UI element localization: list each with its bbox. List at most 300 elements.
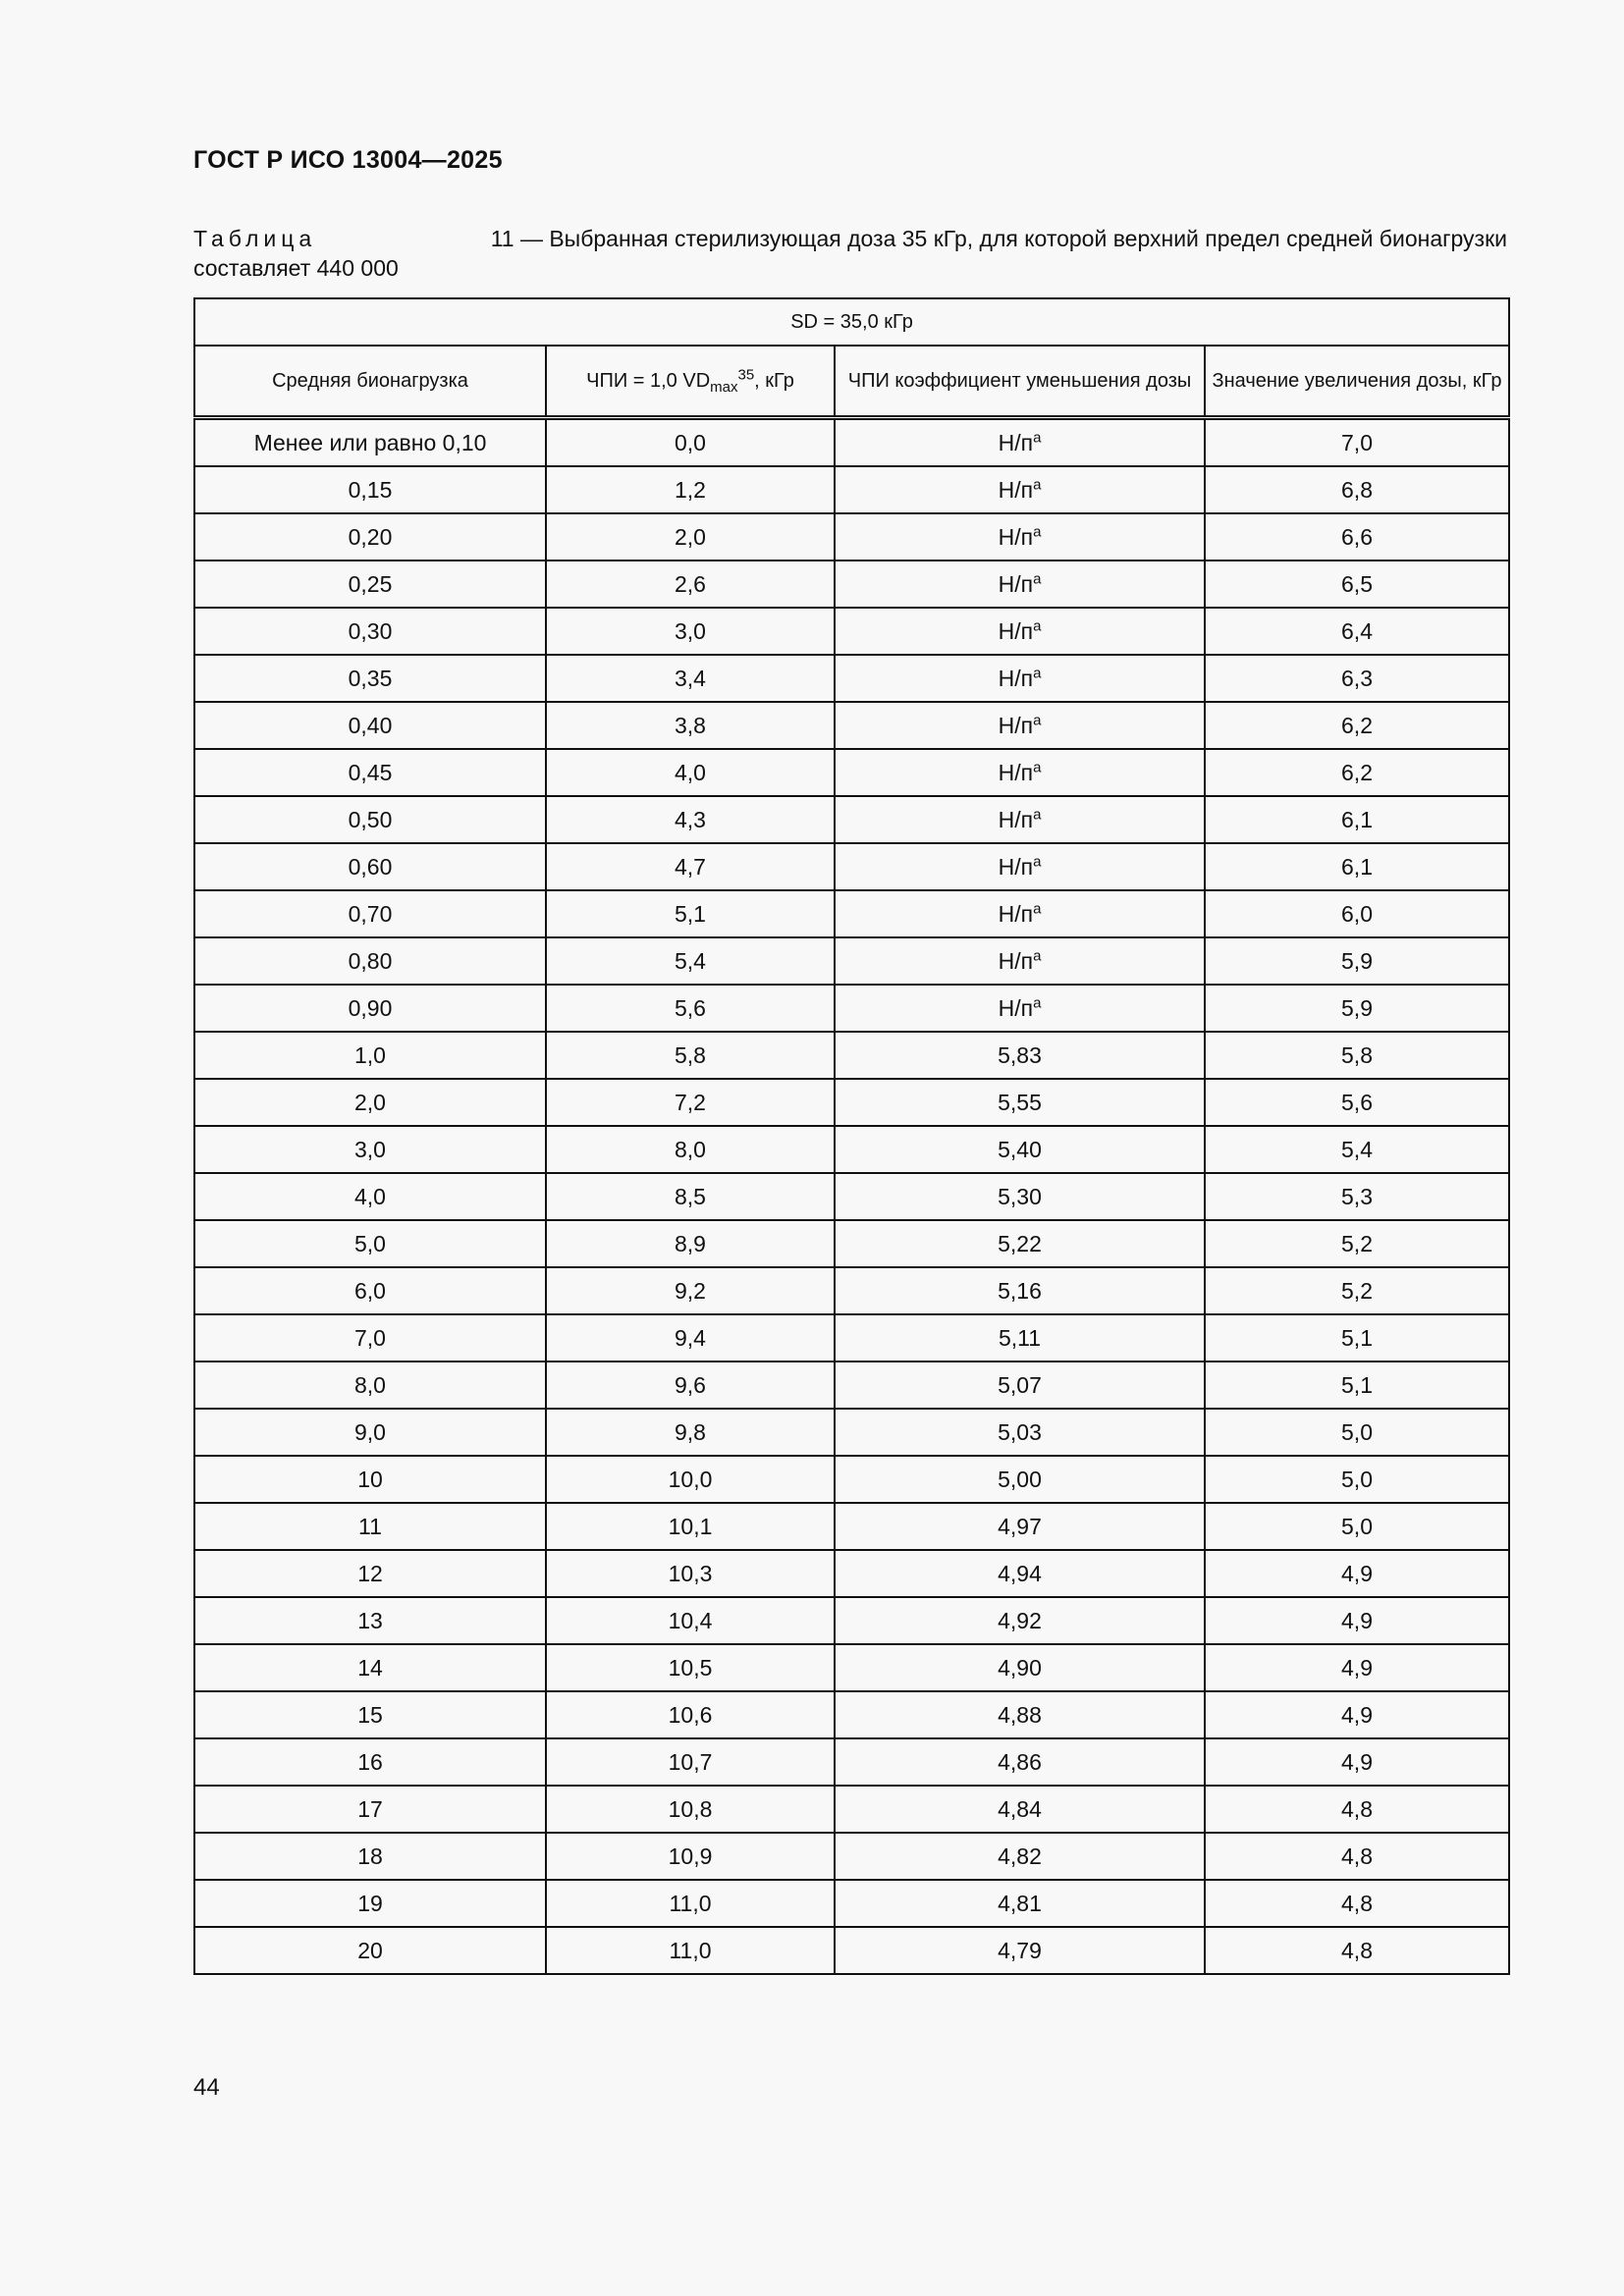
table-row [194,561,1509,608]
table-cell [1205,1503,1509,1550]
cell-value: 6,2 [1341,759,1373,785]
table-cell [546,1691,835,1738]
cell-value: Н/п [998,617,1034,644]
table-cell [546,1880,835,1927]
cell-value: 0,90 [348,994,393,1021]
cell-value: 0,15 [348,476,393,503]
cell-value: Н/п [998,429,1034,455]
cell-value: 6,1 [1341,853,1373,880]
table-cell [546,1833,835,1880]
isd-sup: 35 [737,366,755,384]
column-header-isd-factor: ЧПИ коэффициент уменьшения дозы [835,346,1205,418]
table-row [194,843,1509,890]
cell-value: 4,8 [1341,1937,1373,1963]
cell-value: 6,3 [1341,665,1373,691]
cell-value: 4,9 [1341,1654,1373,1681]
cell-value: 5,55 [998,1089,1042,1115]
table-cell [835,890,1205,937]
cell-value: 5,6 [675,994,706,1021]
table-cell [194,1456,546,1503]
table-row [194,1880,1509,1927]
cell-value: 5,1 [1341,1371,1373,1398]
table-cell [835,1927,1205,1974]
table-cell [1205,1880,1509,1927]
cell-value: 7,0 [1341,429,1373,455]
footnote-marker: a [1033,569,1042,587]
table-cell [835,513,1205,561]
cell-value: 9,0 [354,1418,386,1445]
table-cell [835,937,1205,985]
table-cell [546,1503,835,1550]
cell-value: Н/п [998,476,1034,503]
table-cell [1205,1267,1509,1314]
footnote-marker: a [1033,758,1042,775]
table-cell [546,1409,835,1456]
cell-value: 0,50 [348,806,393,832]
table-row [194,702,1509,749]
table-cell [835,655,1205,702]
table-cell [835,466,1205,513]
table-cell [835,1738,1205,1786]
table-row [194,985,1509,1032]
cell-value: 4,7 [675,853,706,880]
table-cell [546,1786,835,1833]
table-cell [194,937,546,985]
cell-value: 5,83 [998,1041,1042,1068]
table-row [194,1597,1509,1644]
table-cell [546,1220,835,1267]
table-cell [194,702,546,749]
cell-value: 12 [357,1560,383,1586]
cell-value: 0,30 [348,617,393,644]
cell-value: 11,0 [669,1890,712,1916]
cell-value: 10,0 [668,1466,713,1492]
caption-line-2: составляет 440 000 [193,255,399,281]
cell-value: 0,45 [348,759,393,785]
cell-value: 8,9 [675,1230,706,1256]
cell-value: 9,6 [675,1371,706,1398]
isd-pre: ЧПИ = 1,0 VD [586,370,711,392]
footnote-marker: a [1033,946,1042,964]
table-row [194,466,1509,513]
table-cell [1205,513,1509,561]
cell-value: 11 [358,1513,382,1539]
table-cell [194,843,546,890]
cell-value: 5,3 [1341,1183,1373,1209]
table-cell [1205,1927,1509,1974]
cell-value: 5,2 [1341,1277,1373,1304]
footnote-marker: a [1033,899,1042,917]
table-cell [194,1738,546,1786]
table-cell [835,1597,1205,1644]
cell-value: 4,97 [998,1513,1042,1539]
cell-value: 5,6 [1341,1089,1373,1115]
cell-value: 1,0 [354,1041,386,1068]
table-cell [194,1786,546,1833]
table-cell [194,1409,546,1456]
table-cell [546,561,835,608]
table-row [194,1691,1509,1738]
table-cell [1205,843,1509,890]
table-cell [835,1691,1205,1738]
table-cell [546,890,835,937]
table-cell [1205,1362,1509,1409]
cell-value: 5,11 [998,1324,1042,1351]
cell-value: 5,2 [1341,1230,1373,1256]
table-cell [835,1880,1205,1927]
table-cell [1205,1220,1509,1267]
cell-value: 0,35 [348,665,393,691]
cell-value: 4,94 [998,1560,1042,1586]
cell-value: 5,0 [1341,1513,1373,1539]
table-caption [193,224,1507,283]
table-cell [1205,1126,1509,1173]
table-cell [835,702,1205,749]
cell-value: 9,4 [675,1324,706,1351]
table-cell [1205,1456,1509,1503]
cell-value: 5,22 [998,1230,1042,1256]
cell-value: 8,5 [675,1183,706,1209]
cell-value: 3,8 [675,712,706,738]
cell-value: 0,40 [348,712,393,738]
cell-value: 5,4 [675,947,706,974]
table-row [194,1644,1509,1691]
cell-value: 4,92 [998,1607,1042,1633]
cell-value: Н/п [998,853,1034,880]
cell-value: Менее или равно 0,10 [253,429,487,455]
table-cell [194,561,546,608]
cell-value: 14 [357,1654,383,1681]
table-cell [546,1644,835,1691]
table-cell [194,466,546,513]
table-row [194,1314,1509,1362]
table-cell [1205,1079,1509,1126]
cell-value: 4,8 [1341,1842,1373,1869]
cell-value: 6,5 [1341,570,1373,597]
table-cell [835,1220,1205,1267]
cell-value: 7,2 [675,1089,706,1115]
cell-value: 5,9 [1341,994,1373,1021]
table-row [194,1079,1509,1126]
table-cell [1205,1173,1509,1220]
table-row [194,1927,1509,1974]
table-cell [1205,1597,1509,1644]
table-cell [835,1126,1205,1173]
cell-value: 5,9 [1341,947,1373,974]
table-cell [1205,608,1509,655]
cell-value: 13 [357,1607,383,1633]
table-cell [835,561,1205,608]
table-cell [835,1786,1205,1833]
table-cell [1205,1691,1509,1738]
table-cell [194,1503,546,1550]
cell-value: 0,20 [348,523,393,550]
table-cell [194,1126,546,1173]
caption-table-word: Таблица [193,226,317,251]
table-cell [194,608,546,655]
table-cell [194,513,546,561]
table-cell [835,1550,1205,1597]
table-cell [546,1032,835,1079]
table-cell [546,655,835,702]
cell-value: 3,0 [675,617,706,644]
cell-value: 10,4 [668,1607,713,1633]
cell-value: 4,88 [998,1701,1042,1728]
table-row [194,1409,1509,1456]
isd-sub: max [710,379,738,396]
cell-value: 4,3 [675,806,706,832]
column-header-isd [546,346,835,418]
cell-value: 4,0 [675,759,706,785]
table-row [194,1032,1509,1079]
cell-value: Н/п [998,994,1034,1021]
isd-post: , кГр [754,370,794,392]
table-cell [546,749,835,796]
table-cell [835,1644,1205,1691]
table-cell [546,1173,835,1220]
table-cell [546,1267,835,1314]
cell-value: 6,8 [1341,476,1373,503]
cell-value: 0,70 [348,900,393,927]
cell-value: 9,8 [675,1418,706,1445]
cell-value: 10,1 [668,1513,713,1539]
cell-value: Н/п [998,712,1034,738]
column-header-bioburden: Средняя бионагрузка [194,346,546,418]
table-cell [194,1691,546,1738]
table-row [194,608,1509,655]
footnote-marker: a [1033,664,1042,681]
footnote-marker: a [1033,993,1042,1011]
table-cell [194,418,546,467]
cell-value: 10,7 [668,1748,713,1775]
cell-value: 6,1 [1341,806,1373,832]
cell-value: 5,30 [998,1183,1042,1209]
table-cell [194,1833,546,1880]
table-cell [1205,1786,1509,1833]
table-row [194,1503,1509,1550]
cell-value: 5,0 [1341,1418,1373,1445]
cell-value: 6,4 [1341,617,1373,644]
cell-value: 5,1 [675,900,706,927]
cell-value: 10,9 [668,1842,713,1869]
table-cell [1205,1409,1509,1456]
footnote-marker: a [1033,616,1042,634]
cell-value: 6,0 [354,1277,386,1304]
sd-header: SD = 35,0 кГр [194,298,1509,346]
cell-value: 5,8 [1341,1041,1373,1068]
table-cell [835,1362,1205,1409]
cell-value: 4,9 [1341,1701,1373,1728]
table-cell [194,1880,546,1927]
cell-value: Н/п [998,665,1034,691]
table-cell [835,985,1205,1032]
table-cell [835,1032,1205,1079]
cell-value: 6,2 [1341,712,1373,738]
table-row [194,513,1509,561]
table-row [194,1456,1509,1503]
table-cell [546,608,835,655]
cell-value: 4,90 [998,1654,1042,1681]
cell-value: 0,60 [348,853,393,880]
cell-value: 9,2 [675,1277,706,1304]
cell-value: 7,0 [354,1324,386,1351]
cell-value: Н/п [998,570,1034,597]
column-header-dose-increment: Значение увеличения дозы, кГр [1205,346,1509,418]
table-cell [546,1597,835,1644]
table-row [194,655,1509,702]
caption-line-1 [193,224,1507,253]
cell-value: 4,8 [1341,1795,1373,1822]
cell-value: Н/п [998,806,1034,832]
table-cell [194,655,546,702]
table-cell [1205,655,1509,702]
table-cell [194,1550,546,1597]
table-row [194,937,1509,985]
table-cell [835,749,1205,796]
table-cell [1205,466,1509,513]
cell-value: 3,0 [354,1136,386,1162]
table-body [194,418,1509,1975]
footnote-marker: a [1033,805,1042,823]
table-cell [1205,985,1509,1032]
cell-value: 2,0 [354,1089,386,1115]
cell-value: 5,00 [998,1466,1042,1492]
table-cell [546,985,835,1032]
cell-value: 1,2 [675,476,706,503]
table-cell [835,796,1205,843]
table-row [194,1786,1509,1833]
table-cell [546,1314,835,1362]
cell-value: 4,9 [1341,1607,1373,1633]
table-cell [546,466,835,513]
table-cell [1205,890,1509,937]
cell-value: 10,3 [668,1560,713,1586]
table-cell [1205,1314,1509,1362]
table-cell [546,1456,835,1503]
table-cell [1205,749,1509,796]
table-cell [1205,796,1509,843]
table-cell [835,418,1205,467]
cell-value: 10,8 [668,1795,713,1822]
table-cell [1205,1738,1509,1786]
cell-value: 5,16 [998,1277,1042,1304]
cell-value: 8,0 [675,1136,706,1162]
table-row [194,1550,1509,1597]
cell-value: 5,40 [998,1136,1042,1162]
table-cell [546,1927,835,1974]
table-cell [546,843,835,890]
table-cell [194,749,546,796]
table-cell [194,796,546,843]
table-cell [546,1079,835,1126]
table-row [194,1220,1509,1267]
cell-value: 0,25 [348,570,393,597]
table-cell [546,1738,835,1786]
footnote-marker: a [1033,522,1042,540]
table-cell [546,1550,835,1597]
footnote-marker: a [1033,475,1042,493]
table-row [194,1362,1509,1409]
table-cell [835,608,1205,655]
table-cell [1205,1833,1509,1880]
table-row [194,749,1509,796]
page-number: 44 [193,2074,220,2101]
table-row [194,1267,1509,1314]
document-header: ГОСТ Р ИСО 13004—2025 [193,146,503,174]
cell-value: 11,0 [669,1937,712,1963]
table-cell [835,1173,1205,1220]
cell-value: 17 [357,1795,383,1822]
cell-value: 4,0 [354,1183,386,1209]
table-cell [194,1173,546,1220]
table-cell [546,796,835,843]
cell-value: 10,5 [668,1654,713,1681]
table-cell [194,1362,546,1409]
cell-value: 4,79 [998,1937,1042,1963]
cell-value: 20 [357,1937,383,1963]
table-row [194,890,1509,937]
cell-value: 18 [357,1842,383,1869]
table-cell [1205,561,1509,608]
table-cell [1205,702,1509,749]
cell-value: 4,9 [1341,1748,1373,1775]
table-cell [194,1079,546,1126]
table-cell [546,513,835,561]
cell-value: Н/п [998,759,1034,785]
cell-value: 4,84 [998,1795,1042,1822]
cell-value: 5,8 [675,1041,706,1068]
table-cell [194,1597,546,1644]
table-cell [546,1126,835,1173]
footnote-marker: a [1033,711,1042,728]
footnote-marker: a [1033,852,1042,870]
caption-title: 11 — Выбранная стерилизующая доза 35 кГр, для которой верхний предел средней бионагрузки [490,226,1507,251]
table-cell [1205,1550,1509,1597]
table-cell [835,1079,1205,1126]
cell-value: 2,0 [675,523,706,550]
cell-value: 4,8 [1341,1890,1373,1916]
cell-value: 5,0 [354,1230,386,1256]
dose-table [193,297,1510,1975]
cell-value: 15 [357,1701,383,1728]
table-cell [835,1409,1205,1456]
cell-value: 10,6 [668,1701,713,1728]
table-row [194,1833,1509,1880]
cell-value: 4,81 [998,1890,1042,1916]
table-row [194,796,1509,843]
table-cell [835,1314,1205,1362]
table-cell [546,937,835,985]
cell-value: 4,9 [1341,1560,1373,1586]
cell-value: Н/п [998,900,1034,927]
table-cell [194,1314,546,1362]
cell-value: 8,0 [354,1371,386,1398]
cell-value: Н/п [998,523,1034,550]
table-cell [1205,937,1509,985]
table-cell [835,843,1205,890]
cell-value: 0,80 [348,947,393,974]
cell-value: 10 [357,1466,383,1492]
table-cell [194,1032,546,1079]
table-cell [546,418,835,467]
cell-value: Н/п [998,947,1034,974]
cell-value: 19 [357,1890,383,1916]
cell-value: 5,4 [1341,1136,1373,1162]
cell-value: 5,03 [998,1418,1042,1445]
table-cell [194,985,546,1032]
table-cell [194,1644,546,1691]
table-cell [835,1503,1205,1550]
